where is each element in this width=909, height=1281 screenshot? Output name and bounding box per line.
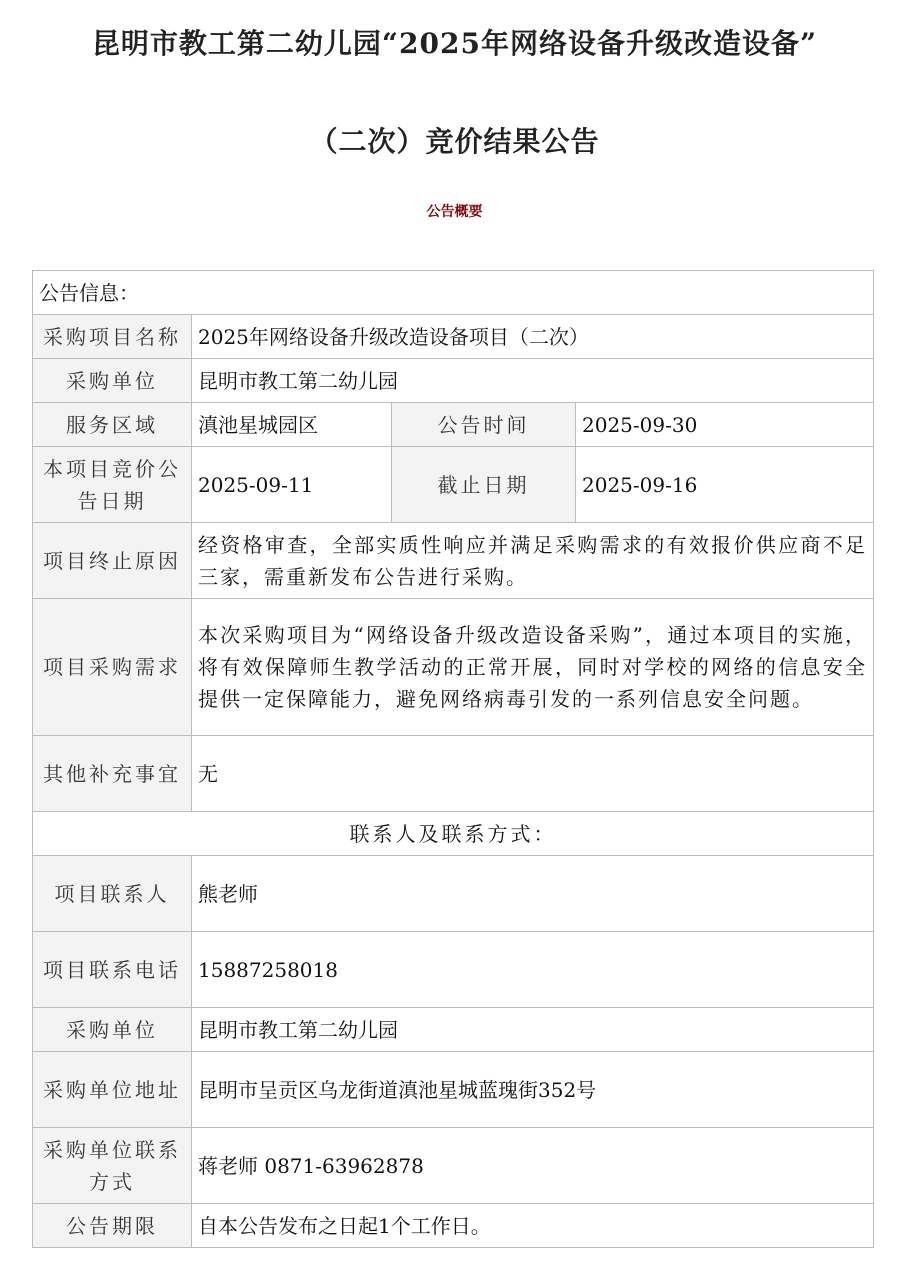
purchaser-label: 采购单位: [33, 359, 192, 403]
deadline-value: 2025-09-16: [576, 447, 874, 523]
deadline-label: 截止日期: [392, 447, 576, 523]
project-contact-value: 熊老师: [192, 856, 874, 932]
table-row: [33, 599, 874, 736]
termination-reason-value: 经资格审查，全部实质性响应并满足采购需求的有效报价供应商不足三家，需重新发布公告进行采购。: [192, 523, 874, 599]
termination-reason-label: 项目终止原因: [33, 523, 192, 599]
project-name-value: 2025年网络设备升级改造设备项目（二次）: [192, 315, 874, 359]
table-row: [33, 315, 874, 359]
table-row: [33, 1008, 874, 1052]
table-row: [33, 856, 874, 932]
purchaser-value: 昆明市教工第二幼儿园: [192, 359, 874, 403]
requirements-value: 本次采购项目为“网络设备升级改造设备采购”，通过本项目的实施，将有效保障师生教学活动的正常开展，同时对学校的网络的信息安全提供一定保障能力，避免网络病毒引发的一系列信息安全问题。: [192, 599, 874, 736]
purchaser-address-label: 采购单位地址: [33, 1052, 192, 1128]
announce-time-value: 2025-09-30: [576, 403, 874, 447]
purchaser-contact-value: 蒋老师 0871-63962878: [192, 1128, 874, 1204]
table-row: [33, 271, 874, 315]
period-value: 自本公告发布之日起1个工作日。: [192, 1204, 874, 1248]
project-phone-label: 项目联系电话: [33, 932, 192, 1008]
purchaser-contact-label: 采购单位联系方式: [33, 1128, 192, 1204]
purchaser-address-value: 昆明市呈贡区乌龙街道滇池星城蓝瑰街352号: [192, 1052, 874, 1128]
table-row: [33, 1052, 874, 1128]
summary-link[interactable]: 公告概要: [426, 204, 483, 220]
table-row: [33, 523, 874, 599]
contact-purchaser-label: 采购单位: [33, 1008, 192, 1052]
other-label: 其他补充事宜: [33, 736, 192, 812]
table-row: [33, 1128, 874, 1204]
table-row: [33, 1204, 874, 1248]
project-phone-value: 15887258018: [192, 932, 874, 1008]
announce-time-label: 公告时间: [392, 403, 576, 447]
service-area-value: 滇池星城园区: [192, 403, 392, 447]
project-name-label: 采购项目名称: [33, 315, 192, 359]
bid-date-label: 本项目竞价公告日期: [33, 447, 192, 523]
section-header: 公告信息：: [33, 271, 874, 315]
table-row: [33, 403, 874, 447]
bid-date-value: 2025-09-11: [192, 447, 392, 523]
service-area-label: 服务区域: [33, 403, 192, 447]
table-row: [33, 932, 874, 1008]
table-row: [33, 447, 874, 523]
page-title-line2: （二次）竞价结果公告: [309, 125, 600, 158]
table-row: [33, 736, 874, 812]
page-title-line1: 昆明市教工第二幼儿园“2025年网络设备升级改造设备”: [91, 27, 818, 60]
contact-purchaser-value: 昆明市教工第二幼儿园: [192, 1008, 874, 1052]
other-value: 无: [192, 736, 874, 812]
contact-header: 联系人及联系方式：: [33, 812, 874, 856]
project-contact-label: 项目联系人: [33, 856, 192, 932]
table-row: [33, 359, 874, 403]
requirements-label: 项目采购需求: [33, 599, 192, 736]
table-row: [33, 812, 874, 856]
announcement-table: [32, 270, 874, 1248]
period-label: 公告期限: [33, 1204, 192, 1248]
